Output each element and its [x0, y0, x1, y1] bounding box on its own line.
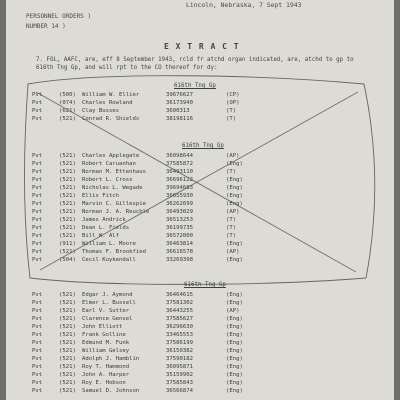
specialty-cell: (Eng): [226, 340, 243, 346]
serial-number-cell: 38198116: [166, 116, 193, 122]
name-cell: Elmer L. Bussell: [82, 300, 136, 306]
name-cell: Frank Golline: [82, 332, 126, 338]
serial-number-cell: 36150382: [166, 348, 193, 354]
serial-number-cell: 36095871: [166, 364, 193, 370]
grade-cell: Pvt: [32, 193, 43, 199]
roster-row: [32, 241, 352, 249]
ssn-code-cell: (521): [59, 217, 76, 223]
specialty-cell: (AP): [226, 209, 240, 215]
roster-row: [32, 193, 352, 201]
order-paragraph: 7. FOL, AAFC, are, eff 8 September 1943, rcld fr atchd organ indicated, are, atchd to gp to 616th Tng Gp, and will rpt to the CO thereof for dy:: [36, 57, 354, 71]
name-cell: William W. Ellier: [82, 92, 140, 98]
roster-row: [32, 177, 352, 185]
name-cell: Charles Applegate: [82, 153, 140, 159]
section-title-2: 616th Tng Gp: [182, 143, 224, 149]
serial-number-cell: 36262699: [166, 201, 193, 207]
ssn-code-cell: (521): [59, 209, 76, 215]
roster-row: [32, 332, 352, 340]
grade-cell: Pvt: [32, 340, 43, 346]
roster-row: [32, 324, 352, 332]
serial-number-cell: 36696122: [166, 177, 193, 183]
serial-number-cell: 36655930: [166, 193, 193, 199]
ssn-code-cell: (521): [59, 388, 76, 394]
serial-number-cell: 3600313: [166, 108, 190, 114]
roster-row: [32, 308, 352, 316]
name-cell: Ellis Fitch: [82, 193, 120, 199]
roster-row: [32, 92, 352, 100]
name-cell: Clarence Gensel: [82, 316, 133, 322]
specialty-cell: (Eng): [226, 356, 243, 362]
grade-cell: Pvt: [32, 356, 43, 362]
ssn-code-cell: (521): [59, 153, 76, 159]
ssn-code-cell: (521): [59, 233, 76, 239]
ssn-code-cell: (521): [59, 332, 76, 338]
grade-cell: Pvt: [32, 153, 43, 159]
name-cell: Thomas F. Brookfied: [82, 249, 146, 255]
name-cell: Roy T. Hammond: [82, 364, 130, 370]
roster-row: [32, 292, 352, 300]
serial-number-cell: 37585843: [166, 380, 193, 386]
ssn-code-cell: (521): [59, 201, 76, 207]
order-number-line: NUMBER 14 ): [26, 23, 66, 30]
name-cell: Norman J. A. Reuchle: [82, 209, 150, 215]
grade-cell: Pvt: [32, 233, 43, 239]
serial-number-cell: 36296630: [166, 324, 193, 330]
roster-row: [32, 340, 352, 348]
serial-number-cell: 36199735: [166, 225, 193, 231]
grade-cell: Pvt: [32, 292, 43, 298]
serial-number-cell: 36493029: [166, 209, 193, 215]
roster-row: [32, 217, 352, 225]
specialty-cell: (Eng): [226, 292, 243, 298]
specialty-cell: (Eng): [226, 201, 243, 207]
specialty-cell: (Eng): [226, 257, 243, 263]
ssn-code-cell: (521): [59, 116, 76, 122]
grade-cell: Pvt: [32, 388, 43, 394]
serial-number-cell: 39694683: [166, 185, 193, 191]
name-cell: William L. Moore: [82, 241, 136, 247]
roster-row: [32, 300, 352, 308]
grade-cell: Pvt: [32, 169, 43, 175]
roster-row: [32, 209, 352, 217]
specialty-cell: (Eng): [226, 300, 243, 306]
order-reference: [26, 12, 91, 32]
ssn-code-cell: (504): [59, 257, 76, 263]
serial-number-cell: 36463814: [166, 241, 193, 247]
specialty-cell: (Eng): [226, 372, 243, 378]
grade-cell: Pvt: [32, 241, 43, 247]
grade-cell: Pvt: [32, 372, 43, 378]
roster-row: [32, 316, 352, 324]
specialty-cell: (Eng): [226, 364, 243, 370]
serial-number-cell: 35159902: [166, 372, 193, 378]
serial-number-cell: 36173940: [166, 100, 193, 106]
roster-row: [32, 161, 352, 169]
name-cell: Conrad R. Shields: [82, 116, 140, 122]
specialty-cell: (Eng): [226, 193, 243, 199]
specialty-cell: (T): [226, 116, 237, 122]
serial-number-cell: 36566874: [166, 388, 193, 394]
grade-cell: Pvt: [32, 185, 43, 191]
grade-cell: Pvt: [32, 100, 43, 106]
name-cell: John Elliott: [82, 324, 123, 330]
name-cell: Charles Rowland: [82, 100, 133, 106]
roster-row: [32, 249, 352, 257]
grade-cell: Pvt: [32, 348, 43, 354]
name-cell: Dean L. Fields: [82, 225, 130, 231]
specialty-cell: (Eng): [226, 241, 243, 247]
ssn-code-cell: (521): [59, 372, 76, 378]
specialty-cell: (Eng): [226, 316, 243, 322]
roster-row: [32, 233, 352, 241]
grade-cell: Pvt: [32, 308, 43, 314]
grade-cell: Pvt: [32, 257, 43, 263]
specialty-cell: (Eng): [226, 332, 243, 338]
ssn-code-cell: (521): [59, 225, 76, 231]
ssn-code-cell: (521): [59, 161, 76, 167]
grade-cell: Pvt: [32, 209, 43, 215]
specialty-cell: (OP): [226, 100, 240, 106]
grade-cell: Pvt: [32, 177, 43, 183]
ssn-code-cell: (521): [59, 308, 76, 314]
grade-cell: Pvt: [32, 300, 43, 306]
serial-number-cell: 37590182: [166, 356, 193, 362]
specialty-cell: (Eng): [226, 380, 243, 386]
ssn-code-cell: (521): [59, 300, 76, 306]
name-cell: Norman M. Ettenhaus: [82, 169, 146, 175]
roster-row: [32, 356, 352, 364]
serial-number-cell: 36443255: [166, 308, 193, 314]
ssn-code-cell: (521): [59, 177, 76, 183]
ssn-code-cell: (621): [59, 108, 76, 114]
grade-cell: Pvt: [32, 316, 43, 322]
specialty-cell: (T): [226, 233, 237, 239]
specialty-cell: (CP): [226, 92, 240, 98]
roster-row: [32, 116, 352, 124]
specialty-cell: (AP): [226, 249, 240, 255]
grade-cell: Pvt: [32, 201, 43, 207]
dateline: Lincoln, Nebraska, 7 Sept 1943: [186, 1, 302, 9]
specialty-cell: (Eng): [226, 177, 243, 183]
specialty-cell: (Eng): [226, 348, 243, 354]
ssn-code-cell: (521): [59, 380, 76, 386]
specialty-cell: (T): [226, 225, 237, 231]
roster-row: [32, 169, 352, 177]
roster-row: [32, 372, 352, 380]
ssn-code-cell: (074): [59, 100, 76, 106]
name-cell: Nicholas L. Wegade: [82, 185, 143, 191]
grade-cell: Pvt: [32, 108, 43, 114]
ssn-code-cell: (521): [59, 249, 76, 255]
grade-cell: Pvt: [32, 249, 43, 255]
serial-number-cell: 37581302: [166, 300, 193, 306]
specialty-cell: (Eng): [226, 161, 243, 167]
serial-number-cell: 37585872: [166, 161, 193, 167]
serial-number-cell: 36098644: [166, 153, 193, 159]
name-cell: Clay Busses: [82, 108, 120, 114]
name-cell: Edmund M. Funk: [82, 340, 130, 346]
serial-number-cell: 33269398: [166, 257, 193, 263]
serial-number-cell: 36464615: [166, 292, 193, 298]
ssn-code-cell: (521): [59, 324, 76, 330]
section-title-3: 616th Tng Gp: [184, 282, 226, 288]
name-cell: Roy E. Hobson: [82, 380, 126, 386]
grade-cell: Pvt: [32, 116, 43, 122]
roster-row: [32, 153, 352, 161]
specialty-cell: (Eng): [226, 185, 243, 191]
roster-row: [32, 225, 352, 233]
grade-cell: Pvt: [32, 380, 43, 386]
roster-row: [32, 364, 352, 372]
roster-row: [32, 388, 352, 396]
serial-number-cell: 36572000: [166, 233, 193, 239]
ssn-code-cell: (521): [59, 356, 76, 362]
ssn-code-cell: (521): [59, 193, 76, 199]
name-cell: Marvin C. Gillespie: [82, 201, 146, 207]
roster-row: [32, 185, 352, 193]
name-cell: James Andrick: [82, 217, 126, 223]
specialty-cell: (Eng): [226, 388, 243, 394]
roster-row: [32, 380, 352, 388]
grade-cell: Pvt: [32, 225, 43, 231]
roster-row: [32, 100, 352, 108]
roster-row: [32, 201, 352, 209]
grade-cell: Pvt: [32, 161, 43, 167]
ssn-code-cell: (521): [59, 292, 76, 298]
name-cell: Edgar J. Aymond: [82, 292, 133, 298]
name-cell: Robert Caruanhan: [82, 161, 136, 167]
serial-number-cell: 36493110: [166, 169, 193, 175]
name-cell: Bill W. Alf: [82, 233, 120, 239]
name-cell: John A. Harper: [82, 372, 130, 378]
ssn-code-cell: (521): [59, 316, 76, 322]
document-title: E X T R A C T: [164, 42, 240, 51]
name-cell: Cecil Kuykendall: [82, 257, 136, 263]
grade-cell: Pvt: [32, 364, 43, 370]
specialty-cell: (AP): [226, 308, 240, 314]
name-cell: William Gelsey: [82, 348, 130, 354]
name-cell: Samuel D. Johnson: [82, 388, 140, 394]
ssn-code-cell: (521): [59, 185, 76, 191]
grade-cell: Pvt: [32, 217, 43, 223]
serial-number-cell: 39676627: [166, 92, 193, 98]
ssn-code-cell: (911): [59, 241, 76, 247]
specialty-cell: (AP): [226, 153, 240, 159]
roster-row: [32, 257, 352, 265]
ssn-code-cell: (521): [59, 340, 76, 346]
grade-cell: Pvt: [32, 332, 43, 338]
specialty-cell: (T): [226, 217, 237, 223]
grade-cell: Pvt: [32, 324, 43, 330]
ssn-code-cell: (500): [59, 92, 76, 98]
roster-row: [32, 348, 352, 356]
serial-number-cell: 37585627: [166, 316, 193, 322]
serial-number-cell: 36616578: [166, 249, 193, 255]
ssn-code-cell: (521): [59, 364, 76, 370]
ssn-code-cell: (521): [59, 348, 76, 354]
serial-number-cell: 33465553: [166, 332, 193, 338]
document-page: [6, 0, 394, 400]
serial-number-cell: 37586199: [166, 340, 193, 346]
ssn-code-cell: (521): [59, 169, 76, 175]
order-reference-line: PERSONNEL ORDERS ): [26, 13, 92, 20]
specialty-cell: (Eng): [226, 324, 243, 330]
name-cell: Robert L. Cross: [82, 177, 133, 183]
specialty-cell: (T): [226, 169, 237, 175]
roster-row: [32, 108, 352, 116]
specialty-cell: (T): [226, 108, 237, 114]
name-cell: Adolph J. Hamblin: [82, 356, 140, 362]
grade-cell: Pvt: [32, 92, 43, 98]
name-cell: Earl V. Sutter: [82, 308, 130, 314]
serial-number-cell: 36513253: [166, 217, 193, 223]
section-title-1: 616th Tng Gp: [174, 83, 216, 89]
